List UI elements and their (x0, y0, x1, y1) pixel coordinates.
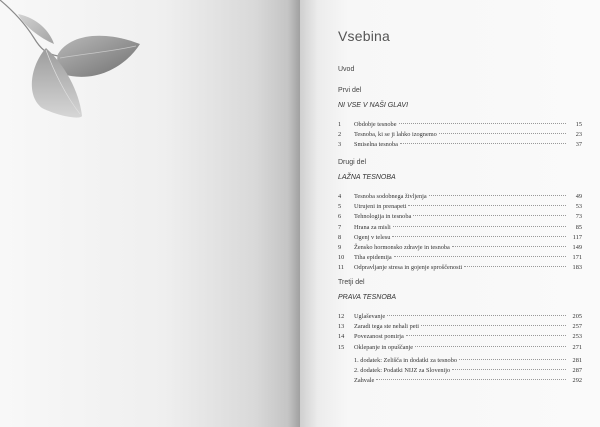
chapter-number: 15 (338, 343, 345, 351)
dot-leader (415, 346, 566, 347)
appendix-entry (354, 376, 582, 386)
chapter-entry (338, 192, 582, 202)
toc-intro: Uvod (338, 66, 355, 73)
chapter-title: Oklepanje in opuščanje (354, 343, 414, 351)
dot-leader (439, 133, 566, 134)
chapter-entry (338, 312, 582, 322)
chapter-number: 1 (338, 121, 342, 128)
dot-leader (387, 315, 566, 316)
part-label: Prvi del (338, 87, 362, 94)
chapter-page: 271 (572, 343, 582, 351)
dot-leader (394, 256, 566, 257)
chapter-entry (338, 130, 582, 140)
chapter-title: Uglaševanje (354, 313, 386, 320)
chapter-page: 183 (572, 264, 582, 272)
appendix-page: 292 (572, 377, 582, 385)
chapter-title: Smiselna tesnoba (354, 141, 398, 149)
chapter-entry (338, 223, 582, 233)
part-3 (338, 278, 582, 353)
part-title: NI VSE V NAŠI GLAVI (338, 102, 409, 109)
chapter-entry (338, 263, 582, 273)
chapter-page: 149 (572, 243, 582, 251)
chapter-number: 7 (338, 223, 342, 231)
dot-leader (452, 369, 566, 370)
part-label: Tretji del (338, 279, 365, 286)
chapter-title: Hrana za misli (354, 223, 391, 231)
chapter-page: 73 (575, 213, 582, 221)
part-title: PRAVA TESNOBA (338, 294, 397, 301)
appendix-entry (354, 356, 582, 366)
chapter-number: 10 (338, 254, 345, 262)
dot-leader (408, 205, 566, 206)
chapter-list (338, 312, 582, 353)
chapter-title: Tesnoba, ki se ji lahko izognemo (354, 131, 437, 139)
appendix-page: 281 (572, 357, 582, 364)
chapter-entry (338, 120, 582, 130)
chapter-title: Tehnologija in tesnoba (354, 213, 412, 221)
appendix-page: 287 (572, 367, 582, 375)
appendix-title: 1. dodatek: Zelišča in dodatki za tesnobo (354, 357, 457, 364)
chapter-entry (338, 202, 582, 212)
chapter-title: Zaradi tega ste nehali peti (354, 323, 420, 331)
appendix-list (354, 356, 582, 387)
part-title: LAŽNA TESNOBA (338, 174, 396, 181)
chapter-list (338, 120, 582, 151)
part-label: Drugi del (338, 159, 367, 166)
chapter-page: 257 (572, 323, 582, 331)
chapter-page: 37 (575, 141, 582, 149)
chapter-list (338, 192, 582, 274)
chapter-number: 5 (338, 203, 342, 211)
part-2 (338, 158, 582, 274)
chapter-page: 85 (575, 223, 582, 231)
chapter-page: 15 (575, 121, 582, 128)
chapter-title: Ogenj v telesu (354, 233, 391, 241)
dot-leader (393, 226, 566, 227)
toc-title: Vsebina (338, 28, 390, 44)
chapter-title: Obdobje tesnobe (354, 121, 397, 128)
chapter-page: 53 (575, 203, 582, 211)
chapter-title: Tiha epidemija (354, 254, 392, 262)
chapter-number: 8 (338, 233, 342, 241)
leaf-shape (18, 14, 54, 44)
part-1 (338, 86, 582, 151)
appendix-entry (354, 366, 582, 376)
chapter-number: 6 (338, 213, 342, 221)
chapter-number: 4 (338, 193, 342, 200)
chapter-title: Žensko hormonsko zdravje in tesnoba (354, 243, 450, 251)
chapter-entry (338, 332, 582, 342)
dot-leader (400, 143, 566, 144)
chapter-title: Odpravljanje stresa in gojenje sproščenosti (354, 264, 463, 272)
chapter-title: Povezanost pomirja (354, 333, 404, 341)
chapter-entry (338, 322, 582, 332)
dot-leader (392, 236, 566, 237)
chapter-number: 12 (338, 313, 345, 320)
chapter-number: 11 (338, 264, 345, 272)
chapter-entry (338, 212, 582, 222)
dot-leader (429, 195, 566, 196)
chapter-entry (338, 343, 582, 353)
chapter-page: 49 (575, 193, 582, 200)
chapter-entry (338, 140, 582, 150)
chapter-entry (338, 253, 582, 263)
right-page (300, 0, 600, 427)
appendix-title: 2. dodatek: Podatki NIJZ za Slovenijo (354, 367, 451, 375)
chapter-number: 13 (338, 323, 345, 331)
chapter-title: Tesnoba sodobnega življenja (354, 193, 427, 200)
chapter-page: 117 (572, 233, 582, 241)
appendix-title: Zahvale (354, 377, 375, 385)
dot-leader (459, 359, 566, 360)
chapter-number: 9 (338, 243, 342, 251)
chapter-entry (338, 243, 582, 253)
chapter-page: 23 (575, 131, 582, 139)
chapter-number: 2 (338, 131, 342, 139)
chapter-number: 14 (338, 333, 345, 341)
dot-leader (406, 335, 566, 336)
chapter-page: 253 (572, 333, 582, 341)
chapter-title: Utrujeni in prenapeti (354, 203, 407, 211)
chapter-page: 205 (572, 313, 582, 320)
dot-leader (421, 325, 566, 326)
chapter-entry (338, 233, 582, 243)
dot-leader (376, 379, 566, 380)
dot-leader (452, 246, 566, 247)
chapter-page: 171 (572, 254, 582, 262)
leaf-branch-illustration (0, 0, 150, 130)
dot-leader (413, 215, 566, 216)
chapter-number: 3 (338, 141, 342, 149)
dot-leader (399, 123, 567, 124)
dot-leader (464, 266, 566, 267)
